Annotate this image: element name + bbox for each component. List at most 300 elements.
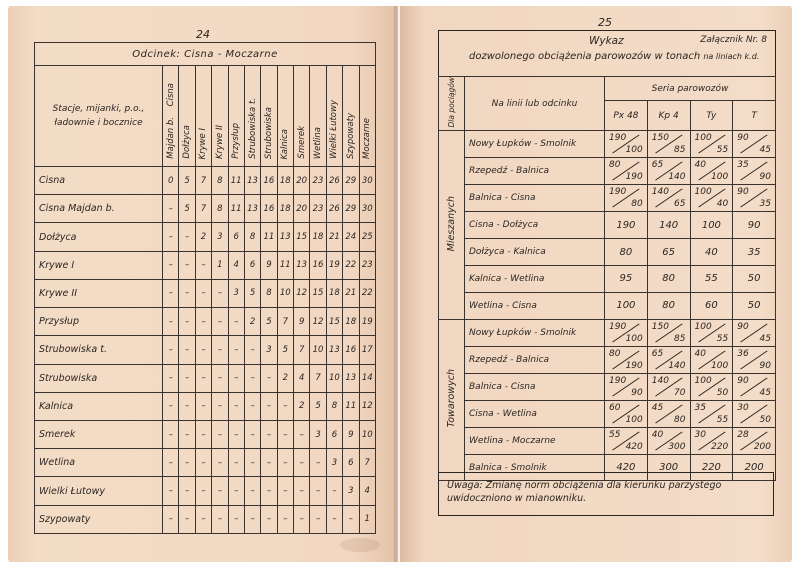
station-name: Wetlina <box>35 449 163 477</box>
distance-cell: 30 <box>359 195 376 223</box>
distance-cell: 22 <box>343 251 359 279</box>
load-value-cell <box>733 373 776 400</box>
distance-cell: – <box>212 449 228 477</box>
distance-cell: – <box>195 251 211 279</box>
distance-cell: 3 <box>343 477 359 505</box>
denominator: 190 <box>625 360 643 371</box>
load-value-cell: 50 <box>733 266 776 293</box>
distance-cell: 15 <box>294 223 310 251</box>
load-value-cell <box>647 427 690 454</box>
load-table <box>438 76 776 481</box>
distance-cell: – <box>179 477 195 505</box>
distance-cell: – <box>212 364 228 392</box>
load-fraction <box>605 158 647 184</box>
distance-cell: – <box>179 449 195 477</box>
denominator: 65 <box>674 199 686 210</box>
table-row <box>35 251 376 279</box>
station-column-header: Strubowiska t. <box>244 66 260 167</box>
denominator: 100 <box>625 145 643 156</box>
numerator: 190 <box>609 133 627 144</box>
denominator: 300 <box>668 441 686 452</box>
distance-cell: – <box>195 336 211 364</box>
distance-cell: – <box>228 477 244 505</box>
line-section: Balnica - Cisna <box>465 373 605 400</box>
denominator: 80 <box>631 199 643 210</box>
load-value-cell: 65 <box>647 239 690 266</box>
distance-cell: 1 <box>359 505 376 533</box>
distance-cell: 11 <box>228 167 244 195</box>
station-column-header: Wielki Łutowy <box>326 66 342 167</box>
line-section: Wetlina - Cisna <box>465 292 605 319</box>
distance-cell: – <box>261 449 277 477</box>
distance-cell: – <box>244 505 260 533</box>
distance-cell: – <box>163 223 179 251</box>
distance-cell: 12 <box>310 308 326 336</box>
numerator: 100 <box>694 321 712 332</box>
distance-cell: 7 <box>310 364 326 392</box>
load-fraction <box>605 428 647 454</box>
distance-cell: 26 <box>326 167 342 195</box>
denominator: 200 <box>753 441 771 452</box>
distance-cell: 15 <box>310 279 326 307</box>
load-fraction <box>605 374 647 400</box>
station-column-header: Szypowaty <box>343 66 359 167</box>
distance-cell: – <box>179 279 195 307</box>
line-section: Balnica - Cisna <box>465 185 605 212</box>
table-row <box>439 185 776 212</box>
distance-cell: 8 <box>244 223 260 251</box>
table-row <box>35 420 376 448</box>
load-fraction <box>605 131 647 157</box>
load-fraction <box>648 347 690 373</box>
distance-cell: – <box>228 420 244 448</box>
table-row <box>439 373 776 400</box>
load-value-cell <box>647 158 690 185</box>
table-row <box>439 319 776 346</box>
load-value-cell: 80 <box>605 239 648 266</box>
station-column-header: Kalnica <box>277 66 293 167</box>
load-fraction <box>733 428 775 454</box>
attachment-label: Załącznik Nr. 8 <box>700 35 767 45</box>
distance-cell: – <box>212 505 228 533</box>
line-section: Nowy Łupków - Smolnik <box>465 131 605 158</box>
distance-cell: 15 <box>326 308 342 336</box>
distance-cell: 5 <box>261 308 277 336</box>
denominator: 40 <box>716 199 729 210</box>
load-value-cell: 80 <box>647 292 690 319</box>
load-value-cell <box>690 346 733 373</box>
station-name: Dołżyca <box>35 223 163 251</box>
numerator: 45 <box>651 402 664 413</box>
table-row <box>439 400 776 427</box>
distance-cell: 16 <box>261 195 277 223</box>
distance-cell: 10 <box>326 364 342 392</box>
table-row <box>35 477 376 505</box>
heading-suffix: na liniach k.d. <box>703 52 760 61</box>
denominator: 55 <box>716 333 729 344</box>
distance-cell: – <box>195 449 211 477</box>
line-section: Kalnica - Wetlina <box>465 266 605 293</box>
distance-cell: 18 <box>326 279 342 307</box>
distance-cell: – <box>326 505 342 533</box>
table-row <box>35 195 376 223</box>
distance-cell: – <box>244 477 260 505</box>
distance-cell: 13 <box>343 364 359 392</box>
line-section: Dołżyca - Kalnica <box>465 239 605 266</box>
load-value-cell <box>733 427 776 454</box>
distance-cell: 7 <box>294 336 310 364</box>
distance-cell: 23 <box>310 167 326 195</box>
paper-stain <box>340 538 380 552</box>
distance-cell: – <box>261 392 277 420</box>
table-row <box>439 266 776 293</box>
stations-corner-label: Stacje, mijanki, p.o., ładownie i bocznice <box>35 66 163 167</box>
load-fraction <box>733 374 775 400</box>
distance-cell: – <box>195 477 211 505</box>
load-table-heading <box>438 30 776 77</box>
load-value-cell <box>647 346 690 373</box>
section-title: Odcinek: Cisna - Moczarne <box>35 43 376 66</box>
distance-cell: – <box>277 505 293 533</box>
denominator: 50 <box>759 414 771 425</box>
distance-cell: – <box>179 420 195 448</box>
load-fraction <box>605 185 647 211</box>
line-section: Nowy Łupków - Smolnik <box>465 319 605 346</box>
distance-cell: – <box>179 251 195 279</box>
table-row <box>35 336 376 364</box>
load-value-cell <box>733 400 776 427</box>
station-name: Strubowiska t. <box>35 336 163 364</box>
distance-cell: 7 <box>195 167 211 195</box>
footnote: Uwaga: Zmianę norm obciążenia dla kierunku parzystego uwidoczniono w mianowniku. <box>438 472 774 516</box>
distance-cell: 7 <box>277 308 293 336</box>
distance-cell: – <box>228 308 244 336</box>
distance-cell: 4 <box>228 251 244 279</box>
denominator: 50 <box>716 387 729 398</box>
load-fraction <box>691 401 733 427</box>
distance-cell: 29 <box>343 195 359 223</box>
station-name: Strubowiska <box>35 364 163 392</box>
train-type-label: Towarowych <box>439 319 465 481</box>
distance-cell: – <box>294 477 310 505</box>
load-value-cell: 60 <box>690 292 733 319</box>
load-fraction <box>691 428 733 454</box>
load-fraction <box>733 158 775 184</box>
distance-cell: – <box>179 505 195 533</box>
distance-cell: 18 <box>310 223 326 251</box>
distance-cell: 2 <box>195 223 211 251</box>
distance-cell: 11 <box>277 251 293 279</box>
left-page <box>8 6 398 562</box>
line-section: Cisna - Wetlina <box>465 400 605 427</box>
denominator: 140 <box>668 360 686 371</box>
distance-cell: – <box>310 505 326 533</box>
load-value-cell: 140 <box>647 212 690 239</box>
load-value-cell <box>690 131 733 158</box>
distance-cell: 9 <box>294 308 310 336</box>
load-fraction <box>691 158 733 184</box>
distance-cell: – <box>228 505 244 533</box>
load-value-cell <box>733 158 776 185</box>
station-name: Kalnica <box>35 392 163 420</box>
numerator: 30 <box>737 402 749 413</box>
denominator: 55 <box>716 145 729 156</box>
distance-cell: – <box>179 223 195 251</box>
numerator: 140 <box>651 187 669 198</box>
numerator: 65 <box>651 348 664 359</box>
load-value-cell <box>690 319 733 346</box>
numerator: 55 <box>609 429 621 440</box>
distance-cell: 25 <box>359 223 376 251</box>
distance-cell: 23 <box>310 195 326 223</box>
distance-cell: – <box>277 420 293 448</box>
denominator: 80 <box>674 414 686 425</box>
load-value-cell: 220 <box>690 454 733 481</box>
distance-cell: 19 <box>359 308 376 336</box>
numerator: 150 <box>651 321 669 332</box>
series-column-header: T <box>733 101 776 131</box>
load-value-cell <box>605 158 648 185</box>
distance-cell: – <box>277 392 293 420</box>
numerator: 35 <box>737 160 749 171</box>
distance-cell: 14 <box>359 364 376 392</box>
distance-cell: – <box>212 279 228 307</box>
distance-cell: – <box>163 477 179 505</box>
numerator: 30 <box>694 429 706 440</box>
numerator: 40 <box>694 160 706 171</box>
numerator: 140 <box>651 375 669 386</box>
numerator: 28 <box>737 429 749 440</box>
distance-cell: – <box>179 308 195 336</box>
load-fraction <box>648 401 690 427</box>
numerator: 60 <box>609 402 621 413</box>
numerator: 100 <box>694 187 712 198</box>
load-value-cell <box>690 158 733 185</box>
numerator: 190 <box>609 187 627 198</box>
distance-cell: 6 <box>343 449 359 477</box>
load-value-cell <box>605 319 648 346</box>
denominator: 100 <box>625 414 643 425</box>
load-value-cell: 40 <box>690 239 733 266</box>
distance-cell: – <box>163 279 179 307</box>
load-fraction <box>648 320 690 346</box>
distance-cell: 10 <box>310 336 326 364</box>
station-name: Przysłup <box>35 308 163 336</box>
distance-cell: – <box>163 420 179 448</box>
distance-cell: 13 <box>294 251 310 279</box>
numerator: 150 <box>651 133 669 144</box>
left-page-number: 24 <box>196 28 210 41</box>
load-value-cell: 100 <box>605 292 648 319</box>
load-fraction <box>605 347 647 373</box>
table-row <box>35 392 376 420</box>
distance-cell: 19 <box>326 251 342 279</box>
load-fraction <box>648 158 690 184</box>
distance-cell: – <box>195 392 211 420</box>
load-value-cell: 50 <box>733 292 776 319</box>
train-type-label: Mieszanych <box>439 131 465 319</box>
denominator: 45 <box>759 387 771 398</box>
distance-cell: 23 <box>359 251 376 279</box>
load-value-cell <box>690 427 733 454</box>
table-row <box>439 427 776 454</box>
load-fraction <box>648 131 690 157</box>
denominator: 100 <box>711 172 729 183</box>
distance-cell: – <box>195 420 211 448</box>
load-value-cell <box>605 373 648 400</box>
distance-cell: 16 <box>310 251 326 279</box>
distance-cell: 1 <box>212 251 228 279</box>
load-value-cell <box>605 427 648 454</box>
denominator: 100 <box>711 360 729 371</box>
distance-cell: 6 <box>244 251 260 279</box>
distance-cell: – <box>261 420 277 448</box>
distance-cell: 8 <box>212 195 228 223</box>
table-row <box>439 158 776 185</box>
denominator: 35 <box>759 199 771 210</box>
distance-cell: 6 <box>326 420 342 448</box>
load-fraction <box>691 185 733 211</box>
denominator: 45 <box>759 333 771 344</box>
table-row <box>439 346 776 373</box>
denominator: 45 <box>759 145 771 156</box>
table-row <box>35 308 376 336</box>
denominator: 420 <box>625 441 643 452</box>
station-name: Cisna Majdan b. <box>35 195 163 223</box>
numerator: 35 <box>694 402 706 413</box>
load-value-cell: 190 <box>605 212 648 239</box>
load-value-cell <box>647 319 690 346</box>
distance-cell: 22 <box>359 279 376 307</box>
numerator: 100 <box>694 375 712 386</box>
line-section: Wetlina - Moczarne <box>465 427 605 454</box>
numerator: 65 <box>651 160 664 171</box>
load-fraction <box>733 320 775 346</box>
denominator: 70 <box>674 387 686 398</box>
distance-cell: 7 <box>359 449 376 477</box>
distance-cell: – <box>294 449 310 477</box>
table-row <box>439 131 776 158</box>
load-value-cell <box>733 319 776 346</box>
distance-cell: 26 <box>326 195 342 223</box>
distance-cell: – <box>212 308 228 336</box>
distance-cell: – <box>261 477 277 505</box>
series-column-header: Kp 4 <box>647 101 690 131</box>
load-fraction <box>733 401 775 427</box>
distance-cell: 0 <box>163 167 179 195</box>
station-name: Krywe I <box>35 251 163 279</box>
load-fraction <box>691 131 733 157</box>
numerator: 40 <box>694 348 706 359</box>
distance-cell: – <box>212 477 228 505</box>
load-value-cell <box>647 185 690 212</box>
numerator: 100 <box>694 133 712 144</box>
load-value-cell: 200 <box>733 454 776 481</box>
distance-cell: – <box>244 364 260 392</box>
distance-cell: 6 <box>228 223 244 251</box>
distance-cell: 13 <box>244 195 260 223</box>
table-row <box>35 279 376 307</box>
line-section: Cisna - Dołżyca <box>465 212 605 239</box>
station-name: Krywe II <box>35 279 163 307</box>
load-value-cell <box>690 400 733 427</box>
distance-cell: 13 <box>326 336 342 364</box>
distance-cell: – <box>212 420 228 448</box>
distance-cell: 2 <box>244 308 260 336</box>
distance-cell: 5 <box>244 279 260 307</box>
distance-cell: 3 <box>228 279 244 307</box>
distance-cell: 3 <box>212 223 228 251</box>
distance-cell: – <box>163 336 179 364</box>
numerator: 190 <box>609 375 627 386</box>
distance-cell: – <box>163 195 179 223</box>
line-section: Rzepedź - Balnica <box>465 346 605 373</box>
distance-cell: – <box>195 279 211 307</box>
distance-cell: 10 <box>359 420 376 448</box>
open-booklet <box>8 6 792 566</box>
distance-cell: 13 <box>244 167 260 195</box>
load-fraction <box>733 131 775 157</box>
distance-cell: – <box>310 477 326 505</box>
distance-cell: – <box>163 449 179 477</box>
load-value-cell <box>733 131 776 158</box>
denominator: 190 <box>625 172 643 183</box>
denominator: 90 <box>759 360 771 371</box>
load-fraction <box>605 401 647 427</box>
distance-cell: – <box>195 308 211 336</box>
distance-cell: 9 <box>343 420 359 448</box>
distance-cell: – <box>261 364 277 392</box>
table-row <box>439 239 776 266</box>
denominator: 90 <box>759 172 771 183</box>
distance-cell: 21 <box>343 279 359 307</box>
station-column-header: Wetlina <box>310 66 326 167</box>
distance-cell: 29 <box>343 167 359 195</box>
station-column-header: Krywe I <box>195 66 211 167</box>
line-section: Balnica - Smolnik <box>465 454 605 481</box>
distance-cell: – <box>326 477 342 505</box>
load-value-cell <box>647 131 690 158</box>
load-value-cell: 80 <box>647 266 690 293</box>
load-value-cell <box>605 185 648 212</box>
distance-cell: – <box>228 336 244 364</box>
right-page-number: 25 <box>598 16 612 29</box>
line-section: Rzepedź - Balnica <box>465 158 605 185</box>
distance-cell: – <box>163 308 179 336</box>
distance-cell: – <box>244 392 260 420</box>
distance-cell: 8 <box>212 167 228 195</box>
numerator: 40 <box>651 429 664 440</box>
heading-subtitle <box>469 51 759 62</box>
denominator: 220 <box>711 441 729 452</box>
station-column-header: Dołżyca <box>179 66 195 167</box>
distance-cell: – <box>163 251 179 279</box>
series-header: Seria parowozów <box>605 77 776 101</box>
distance-cell: – <box>212 336 228 364</box>
table-row <box>35 364 376 392</box>
distance-cell: – <box>261 505 277 533</box>
station-name: Smerek <box>35 420 163 448</box>
load-fraction <box>733 185 775 211</box>
station-column-header: Strubowiska <box>261 66 277 167</box>
numerator: 190 <box>609 321 627 332</box>
distance-cell: 10 <box>277 279 293 307</box>
numerator: 90 <box>737 133 749 144</box>
distance-cell: – <box>277 477 293 505</box>
distance-cell: 18 <box>343 308 359 336</box>
load-value-cell <box>690 185 733 212</box>
distance-cell: – <box>163 392 179 420</box>
